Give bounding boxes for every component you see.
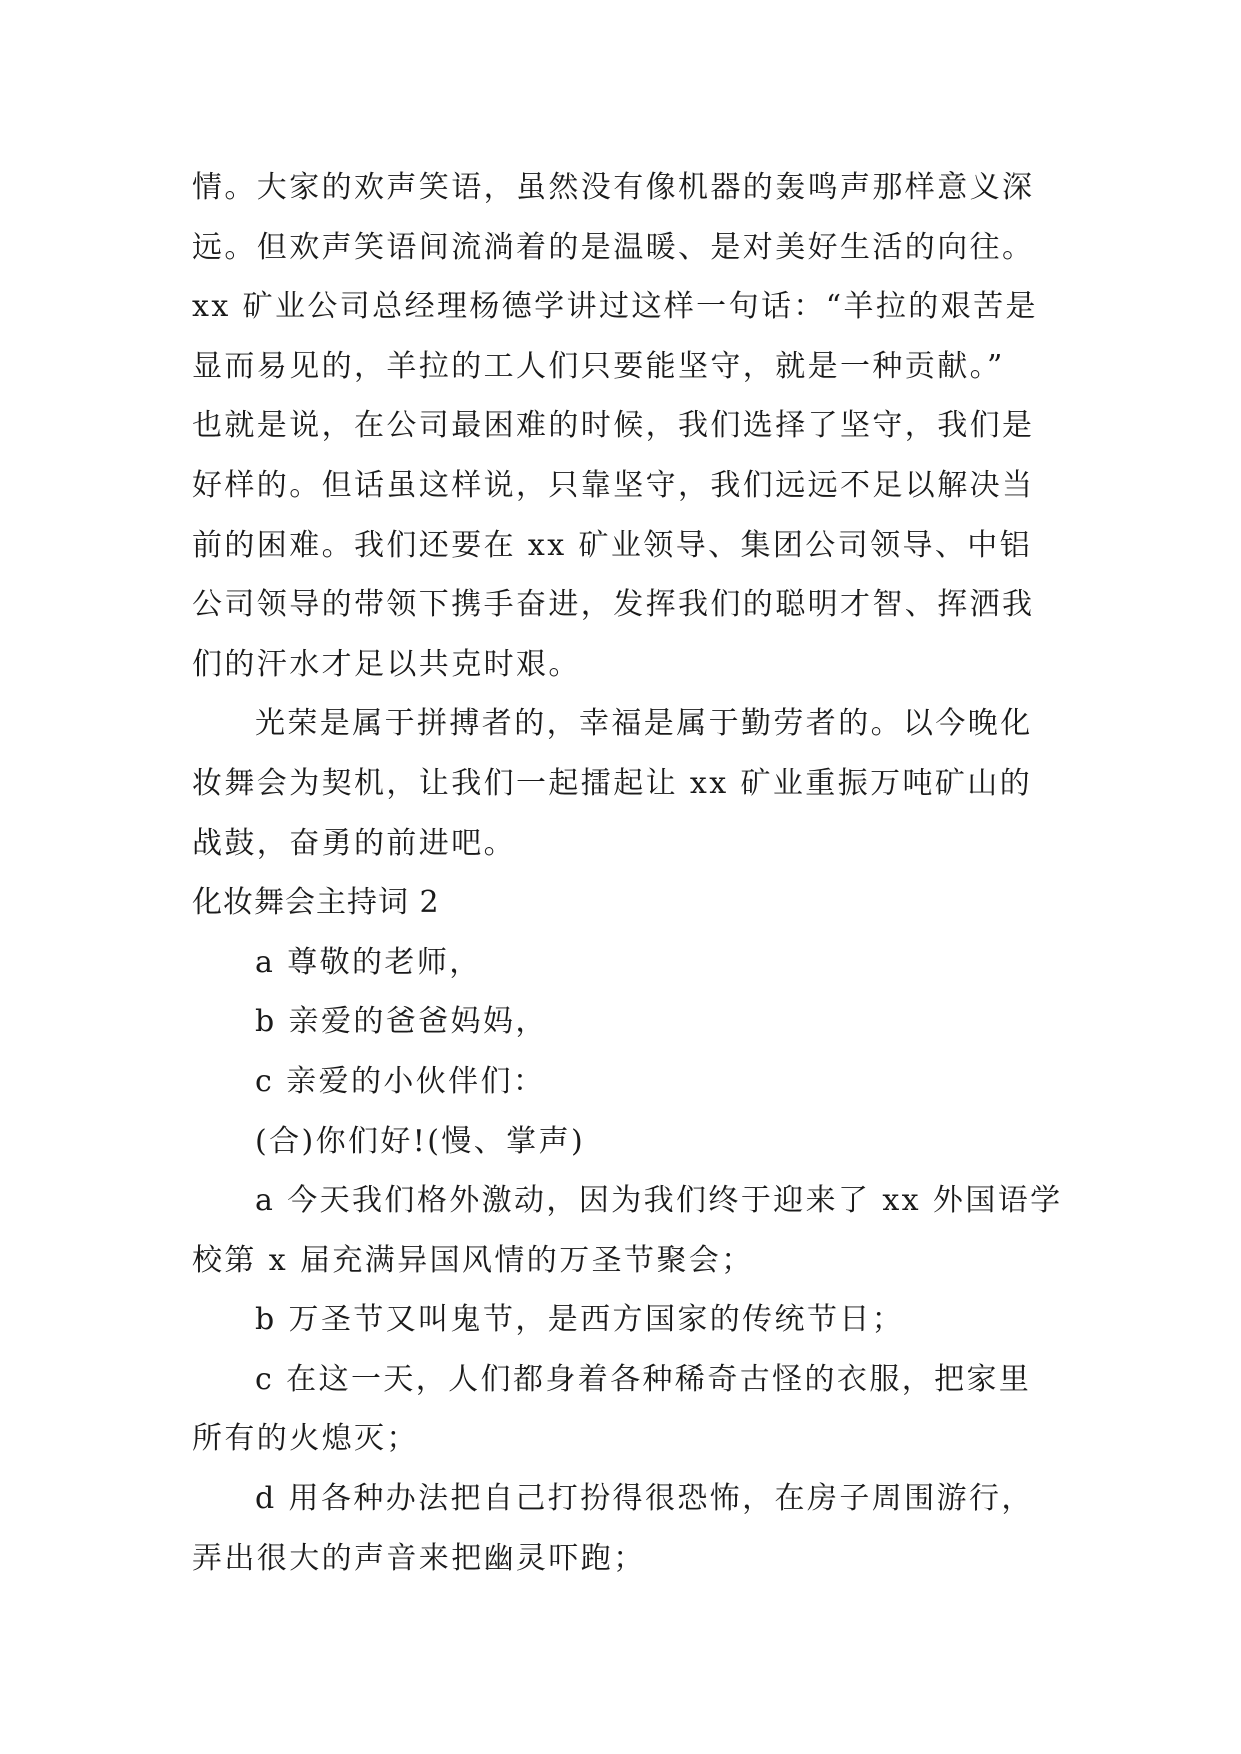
text-line: 公司领导的带领下携手奋进，发挥我们的聪明才智、挥洒我 [192,587,1035,623]
script-line-d-intro-cont: 弄出很大的声音来把幽灵吓跑； [192,1540,646,1576]
text-line: 前的困难。我们还要在 xx 矿业领导、集团公司领导、中铝 [192,527,1033,563]
text-line: 远。但欢声笑语间流淌着的是温暖、是对美好生活的向往。 [192,229,1035,265]
text-line: 战鼓，奋勇的前进吧。 [192,825,516,861]
script-line-c-intro-cont: 所有的火熄灭； [192,1421,419,1457]
paragraph-2 [192,694,1062,873]
script-line-c-intro: c 在这一天，人们都身着各种稀奇古怪的衣服，把家里 [255,1361,1032,1397]
host-script [192,933,1062,1589]
paragraph-1 [192,158,1062,694]
text-line: 显而易见的，羊拉的工人们只要能坚守，就是一种贡献。” [192,348,1005,384]
script-line-a-intro-cont: 校第 x 届充满异国风情的万圣节聚会； [192,1242,754,1278]
script-line-c-greeting: c 亲爱的小伙伴们： [255,1063,546,1099]
text-line: 光荣是属于拼搏者的，幸福是属于勤劳者的。以今晚化 [255,706,1033,742]
text-line: 也就是说，在公司最困难的时候，我们选择了坚守，我们是 [192,408,1035,444]
script-line-a-greeting: a 尊敬的老师， [255,944,482,980]
text-line: 情。大家的欢声笑语，虽然没有像机器的轰鸣声那样意义深 [192,170,1035,205]
section-title: 化妆舞会主持词 2 [192,885,440,921]
script-line-together: (合)你们好!(慢、掌声) [255,1123,586,1159]
text-line: 妆舞会为契机，让我们一起擂起让 xx 矿业重振万吨矿山的 [192,765,1033,801]
script-line-b-greeting: b 亲爱的爸爸妈妈， [255,1004,548,1040]
text-line: 们的汗水才足以共克时艰。 [192,646,581,682]
text-line: 好样的。但话虽这样说，只靠坚守，我们远远不足以解决当 [192,467,1035,503]
text-line: xx 矿业公司总经理杨德学讲过这样一句话：“羊拉的艰苦是 [192,289,1038,325]
script-line-b-intro: b 万圣节又叫鬼节，是西方国家的传统节日； [255,1302,905,1338]
document-body [192,158,1062,1588]
script-line-d-intro: d 用各种办法把自己打扮得很恐怖，在房子周围游行， [255,1481,1034,1517]
script-line-a-intro: a 今天我们格外激动，因为我们终于迎来了 xx 外国语学 [255,1183,1063,1219]
